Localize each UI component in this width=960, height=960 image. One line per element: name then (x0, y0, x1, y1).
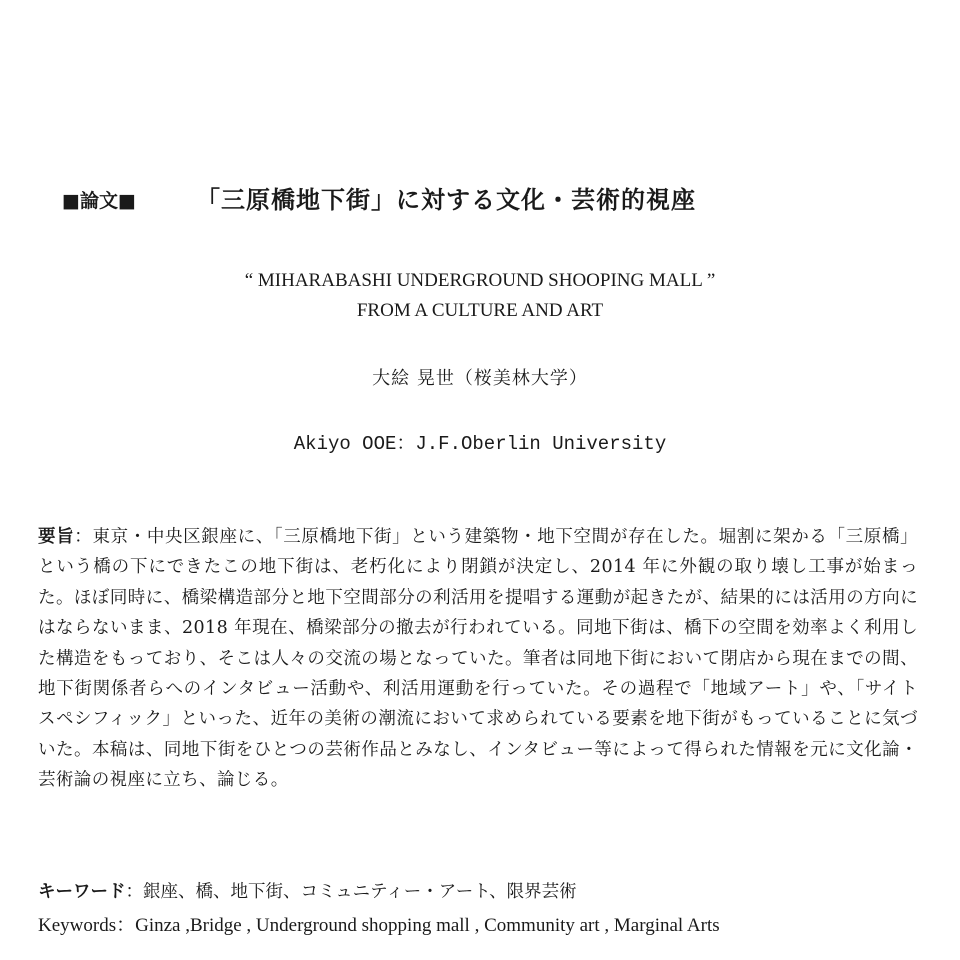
paper-header (62, 180, 922, 220)
abstract-separator: ： (74, 527, 93, 547)
keywords-english: Keywords：Ginza ,Bridge , Underground shopping mall , Community art , Marginal Arts (38, 915, 720, 936)
japanese-title: 「三原橋地下街」に対する文化・芸術的視座 (196, 186, 696, 214)
english-title-line-1: “ MIHARABASHI UNDERGROUND SHOOPING MALL ” (244, 270, 716, 291)
abstract (38, 522, 918, 796)
english-title-line-2: FROM A CULTURE AND ART (356, 300, 604, 321)
keywords-separator: ： (125, 882, 143, 902)
english-title (0, 266, 960, 326)
abstract-text: 東京・中央区銀座に、「三原橋地下街」という建築物・地下空間が存在した。堀割に架かる「三原橋」という橋の下にできたこの地下街は、老朽化により閉鎖が決定し、2014 年に外観の取り壊し工事が始まった。ほぼ同時に、橋梁構造部分と地下空間部分の利活用を提唱する運動が起きたが、結果的には活用の方向にはならないまま、2018 年現在、橋梁部分の撤去が行われている。同地下街は、橋下の空間を効率よく利用した構造をもっており、そこは人々の交流の場となっていた。筆者は同地下街において閉店から現在までの間、地下街関係者らへのインタビュー活動や、利活用運動を行っていた。その過程で「地域アート」や、「サイトスペシフィック」といった、近年の美術の潮流において求められている要素を地下街がもっていることに気づいた。本稿は、同地下街をひとつの芸術作品とみなし、インタビュー等によって得られた情報を元に文化論・芸術論の視座に立ち、論じる。 (38, 527, 918, 791)
section-label: ■論文■ (62, 190, 136, 212)
author-english: Akiyo OOE：J.F.Oberlin University (293, 433, 667, 455)
author-japanese: 大絵 晃世（桜美林大学） (372, 368, 588, 389)
keywords-japanese (38, 878, 918, 903)
keywords-japanese-text: 銀座、橋、地下街、コミュニティー・アート、限界芸術 (143, 882, 577, 902)
keywords-label: キーワード (38, 882, 126, 902)
abstract-label: 要旨 (38, 527, 75, 547)
